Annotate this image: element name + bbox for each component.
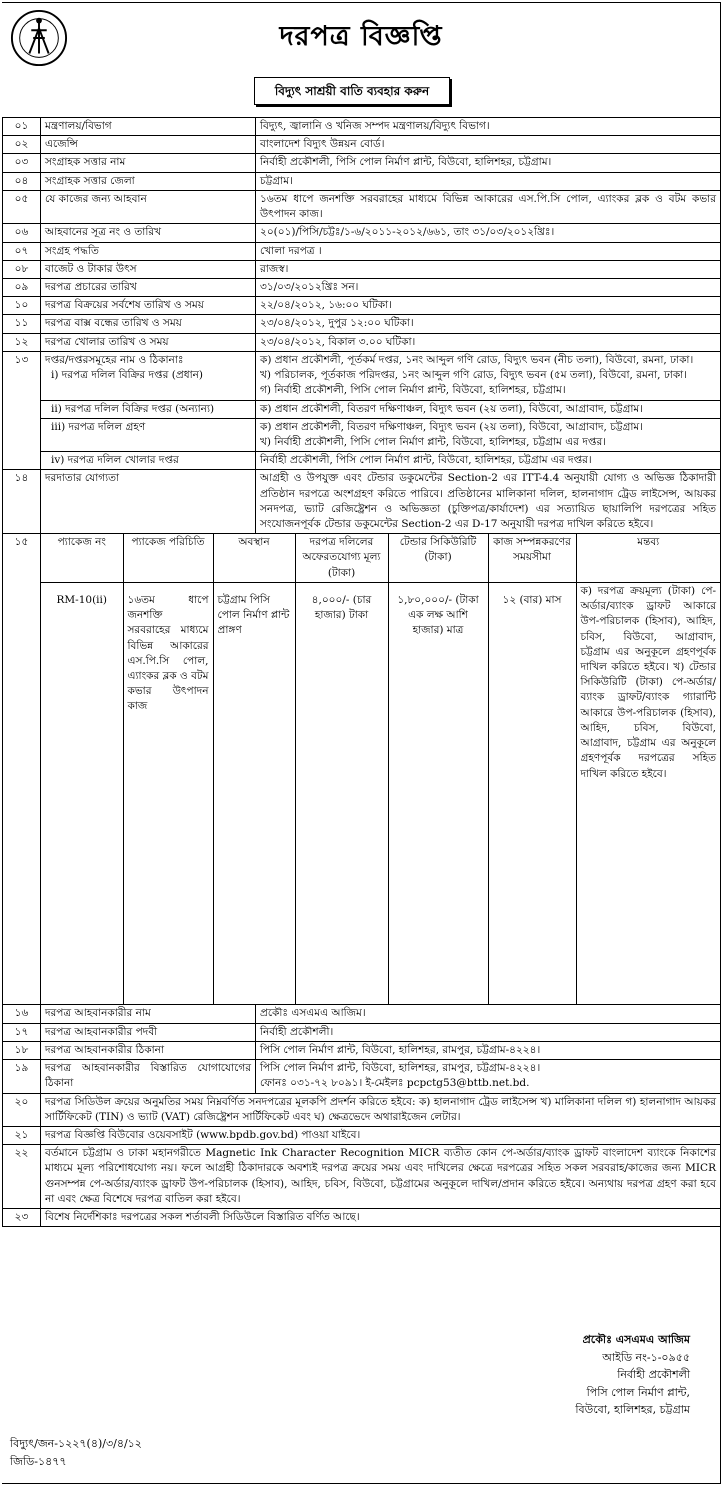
- row-label: এজেন্সি: [41, 136, 256, 154]
- row-number: ২১: [3, 1126, 41, 1144]
- row-value: ২০(০১)/পিসি/চট্টঃ/১-৬/২০১১-২০১২/৬৬১, তাং ৩১/০৩/২০১২খ্রিঃ।: [256, 224, 721, 242]
- row-number: ১৭: [3, 1023, 41, 1041]
- package-header: প্যাকেজ নং: [41, 534, 123, 582]
- package-document-price: ৪,০০০/- (চার হাজার) টাকা: [295, 582, 388, 1004]
- row-13-sub-label: iv) দরপত্র দলিল খোলার দপ্তর: [41, 452, 256, 470]
- row-value: ২৩/০৪/২০১২, দুপুর ১২:০০ ঘটিকা।: [256, 315, 721, 333]
- package-header: প্যাকেজ পরিচিতি: [123, 534, 213, 582]
- table-row: [3, 1145, 721, 1209]
- row-value: নির্বাহী প্রকৌশলী, পিসি পোল নির্মাণ প্লান্ট, বিউবো, হালিশহর, চট্টগ্রাম।: [256, 154, 721, 172]
- table-row: [3, 315, 721, 333]
- row-label: দরপত্র আহবানকারীর ঠিকানা: [41, 1041, 256, 1059]
- row-number: ২২: [3, 1145, 41, 1209]
- signatory-office: পিসি পোল নির্মাণ প্লান্ট,: [586, 1385, 690, 1399]
- row-label: দরপত্র আহবানকারীর নাম: [41, 1005, 256, 1023]
- tender-table: [2, 117, 721, 1227]
- package-header: কাজ সম্পন্নকরণের সময়সীমা: [488, 534, 576, 582]
- row-13-label: দপ্তর/দপ্তরসমূহের নাম ও ঠিকানাঃ: [45, 353, 184, 366]
- row-number: ১২: [3, 333, 41, 351]
- page-title: দরপত্র বিজ্ঞপ্তি: [279, 21, 443, 52]
- row-19: ১৯ দরপত্র আহবানকারীর বিস্তারিত যোগাযোগের ঠিকানা পিসি পোল নির্মাণ প্লান্ট, বিউবো, হালিশহর, রামপুর, চট্টগ্রাম-৪২২৪। ফোনঃ ০৩১-৭২ ৮০৯১। ই-মেইলঃ pcpctg53@bttb.net.bd.: [3, 1060, 721, 1093]
- package-remarks: ক) দরপত্র ক্রয়মূল্য (টাকা) পে-অর্ডার/ব্যাংক ড্রাফট আকারে উপ-পরিচালক (হিসাব), আহিদ, চবিস, বিউবো, আগ্রাবাদ, চট্টগ্রাম এর অনুকূলে গ্রহণপূর্বক দাখিল করিতে হইবে। খ) টেন্ডার সিকিউরিটি (টাকা) পে-অর্ডার/ব্যাংক ড্রাফট/ব্যাংক গ্যারান্টি আকারে উপ-পরিচালক (হিসাব), আহিদ, চবিস, বিউবো, আগ্রাবাদ, চট্টগ্রাম এর অনুকূলে গ্রহণপূর্বক দরপত্রের সহিত দাখিল করিতে হইবে।: [576, 582, 720, 1004]
- row-value: রাজস্ব।: [256, 260, 721, 278]
- table-row: [3, 333, 721, 351]
- row-13-line: ক) প্রধান প্রকৌশলী, বিতরণ দক্ষিণাঞ্চল, বিদ্যুৎ ভবন (২য় তলা), বিউবো, আগ্রাবাদ, চট্টগ্রাম।: [260, 420, 643, 433]
- table-row: [3, 278, 721, 296]
- row-number: ০৪: [3, 172, 41, 190]
- row-value: ২২/০৪/২০১২, ১৬:০০ ঘটিকা।: [256, 297, 721, 315]
- row-value: পিসি পোল নির্মাণ প্লান্ট, বিউবো, হালিশহর, রামপুর, চট্টগ্রাম-৪২২৪।: [256, 1041, 721, 1059]
- row-number: ২৩: [3, 1209, 41, 1227]
- slogan-box: বিদ্যুৎ সাশ্রয়ী বাতি ব্যবহার করুন: [254, 77, 450, 105]
- row-number: ০৭: [3, 242, 41, 260]
- row-label: দরপত্র প্রচারের তারিখ: [41, 278, 256, 296]
- row-number: ০৯: [3, 278, 41, 296]
- table-row: [3, 136, 721, 154]
- row-13-line: ক) প্রধান প্রকৌশলী, বিতরণ দক্ষিণাঞ্চল, বিদ্যুৎ ভবন (২য় তলা), বিউবো, আগ্রাবাদ, চট্টগ্রাম।: [256, 400, 721, 418]
- row-number: ১৮: [3, 1041, 41, 1059]
- package-description: ১৬তম ধাপে জনশক্তি সরবরাহের মাধ্যমে বিভিন্ন আকারের এস.পি.সি পোল, এ্যাংকর ব্লক ও বটম কভার উৎপাদন কাজ: [123, 582, 213, 1004]
- package-header: মন্তব্য: [576, 534, 720, 582]
- row-number: ০৮: [3, 260, 41, 278]
- signatory-id: আইডি নং-১-০৯৫৫: [602, 1350, 690, 1364]
- signature-block: [575, 1331, 690, 1419]
- row-value: বর্তমানে চট্টগ্রাম ও ঢাকা মহানগরীতে Magnetic Ink Character Recognition MICR ব্যতীত কোন পে-অর্ডার/ব্যাংক ড্রাফট বাংলাদেশ ব্যাংকে নিকাশের মাধ্যমে মূল্য পরিশোধযোগ্য নয়। ফলে আগ্রহী ঠিকাদারকে অবশ্যই দরপত্র ক্রয়ের সময় এবং দাখিলের ক্ষেত্রে দরপত্রের সহিত সকল সরবরাহ/কাজের জন্য MICR গুনসম্পন্ন পে-অর্ডার/ব্যাংক ড্রাফট উপ-পরিচালক (হিসাব), আহিদ, চবিস, বিউবো, চট্টগ্রামের অনুকূলে দাখিল/প্রদান করিতে হইবে। অন্যথায় দরপত্র গ্রহণ করা হবে না এবং ক্ষেত্র বিশেষে দরপত্র বাতিল করা হইবে।: [41, 1145, 721, 1209]
- row-label: দরপত্র বাক্স বন্ধের তারিখ ও সময়: [41, 315, 256, 333]
- row-number: ০৫: [3, 190, 41, 223]
- table-row: [3, 1093, 721, 1126]
- row-13-iv: [3, 452, 721, 470]
- signatory-name: প্রকৌঃ এসএমএ আজিম: [582, 1333, 690, 1346]
- row-13-sub-label: iii) দরপত্র দলিল গ্রহণ: [41, 418, 256, 451]
- table-row: [3, 1023, 721, 1041]
- package-header: টেন্ডার সিকিউরিটি (টাকা): [388, 534, 488, 582]
- package-completion-time: ১২ (বার) মাস: [488, 582, 576, 1004]
- footer-reference: [10, 1435, 142, 1470]
- row-number: ০১: [3, 118, 41, 136]
- table-row: [3, 242, 721, 260]
- row-value: বাংলাদেশ বিদ্যুৎ উন্নয়ন বোর্ড।: [256, 136, 721, 154]
- row-value: খোলা দরপত্র ।: [256, 242, 721, 260]
- row-value: বিশেষ নির্দেশিকাঃ দরপত্রের সকল শর্তাবলী সিডিউলে বিস্তারিত বর্ণিত আছে।: [41, 1209, 721, 1227]
- row-14: ১৪ দরদাতার যোগ্যতা আগ্রহী ও উপযুক্ত এবং টেন্ডার ডকুমেন্টের Section-2 এর ITT-4.4 অনুযায়ী যোগ্য ও অভিজ্ঞ ঠিকাদারী প্রতিষ্ঠান দরপত্রে অংশগ্রহণ করিতে পারিবে। প্রতিষ্ঠানের মালিকানা দলিল, হালনাগাদ ট্রেড লাইসেন্স, আয়কর সনদপত্র, ভ্যাট রেজিষ্ট্রেশন ও অভিজ্ঞতা (চুক্তিপত্র/কার্যাদেশ) এর সত্যায়িত ছায়ালিপি দরপত্রের সহিত সংযোজনপূর্বক টেন্ডার ডকুমেন্টের Section-2 এর D-17 অনুযায়ী দরপত্র দাখিল করিতে হইবে।: [3, 470, 721, 534]
- row-13-ii: [3, 400, 721, 418]
- row-label: সংগ্রহ পদ্ধতি: [41, 242, 256, 260]
- table-row: [3, 260, 721, 278]
- row-label: মন্ত্রণালয়/বিভাগ: [41, 118, 256, 136]
- package-header: অবস্থান: [213, 534, 295, 582]
- table-row: [3, 224, 721, 242]
- table-row: [3, 172, 721, 190]
- row-13-line: নির্বাহী প্রকৌশলী, পিসি পোল নির্মাণ প্লান্ট, বিউবো, হালিশহর, চট্টগ্রাম এর দপ্তর।: [256, 452, 721, 470]
- row-15: ১৫ প্যাকেজ নং প্যাকেজ পরিচিতি অবস্থান দরপত্র দলিলের অফেরতযোগ্য মূল্য (টাকা) টেন্ডার সিকিউরিটি (টাকা) কাজ সম্পন্নকরণের সময়সীমা মন্তব্য RM-10(ii) ১৬তম ধাপে জনশক্তি সরবরাহের মাধ্যমে বিভিন্ন আকারের এস.পি.সি পোল, এ্যাংকর ব্লক ও বটম কভার উৎপাদন কাজ চট্টগ্রাম পিসি পোল নির্মাণ প্লান্ট প্রাঙ্গণ ৪,০০০/- (চার হাজার) টাকা ১,৮০,০০০/- (টাকা এক লক্ষ আশি হাজার) মাত্র ১২ (বার) মাস ক) দরপত্র ক্রয়মূল্য (টাকা) পে-অর্ডার/ব্যাংক ড্রাফট আকারে উপ-পরিচালক (হিসাব), আহিদ, চবিস, বিউবো, আগ্রাবাদ, চট্টগ্রাম এর অনুকূলে গ্রহণপূর্বক দাখিল করিতে হইবে। খ) টেন্ডার সিকিউরিটি (টাকা) পে-অর্ডার/ব্যাংক ড্রাফট/ব্যাংক গ্যারান্টি আকারে উপ-পরিচালক (হিসাব), আহিদ, চবিস, বিউবো, আগ্রাবাদ, চট্টগ্রাম এর অনুকূলে গ্রহণপূর্বক দরপত্রের সহিত দাখিল করিতে হইবে।: [3, 534, 721, 1005]
- signatory-address: বিউবো, হালিশহর, চট্টগ্রাম: [575, 1403, 690, 1417]
- tender-notice-page: [2, 2, 721, 1484]
- row-13-sub-label: ii) দরপত্র দলিল বিক্রির দপ্তর (অন্যান্য): [41, 400, 256, 418]
- row-13-line: ক) প্রধান প্রকৌশলী, পূর্তকর্ম দপ্তর, ১নং আব্দুল গণি রোড, বিদ্যুৎ ভবন (নীচ তলা), বিউবো, রমনা, ঢাকা।: [260, 353, 694, 366]
- package-tender-security: ১,৮০,০০০/- (টাকা এক লক্ষ আশি হাজার) মাত্র: [388, 582, 488, 1004]
- signatory-designation: নির্বাহী প্রকৌশলী: [617, 1368, 690, 1382]
- row-value: নির্বাহী প্রকৌশলী।: [256, 1023, 721, 1041]
- package-row: [41, 582, 720, 1004]
- row-number: ২০: [3, 1093, 41, 1126]
- row-value: দরপত্র সিডিউল ক্রয়ের অনুমতির সময় নিম্নবর্ণিত সনদপত্রের মূলকপি প্রদর্শন করিতে হইবে: ক) হালনাগাদ ট্রেড লাইসেন্স খ) মালিকানা দলিল গ) হালনাগাদ আয়কর সার্টিফিকেট (TIN) ও ভ্যাট (VAT) রেজিষ্ট্রেশন সার্টিফিকেট এবং ঘ) ক্ষেত্রভেদে অথারাইজেন লেটার।: [41, 1093, 721, 1126]
- table-row: [3, 297, 721, 315]
- row-label: যে কাজের জন্য আহবান: [41, 190, 256, 223]
- row-19-label: দরপত্র আহবানকারীর বিস্তারিত যোগাযোগের ঠিকানা: [41, 1060, 256, 1093]
- table-row: [3, 118, 721, 136]
- package-table: [41, 534, 720, 1004]
- row-number: ১১: [3, 315, 41, 333]
- row-value: ২৩/০৪/২০১২, বিকাল ৩.০০ ঘটিকা।: [256, 333, 721, 351]
- row-number: ১০: [3, 297, 41, 315]
- row-number: ০৬: [3, 224, 41, 242]
- package-location: চট্টগ্রাম পিসি পোল নির্মাণ প্লান্ট প্রাঙ্গণ: [213, 582, 295, 1004]
- row-label: সংগ্রাহক সত্তার নাম: [41, 154, 256, 172]
- table-row: [3, 1041, 721, 1059]
- row-number: ০৩: [3, 154, 41, 172]
- table-row: [3, 1005, 721, 1023]
- row-value: বিদ্যুৎ, জ্বালানি ও খনিজ সম্পদ মন্ত্রণালয়/বিদ্যুৎ বিভাগ।: [256, 118, 721, 136]
- row-label: দরপত্র খোলার তারিখ ও সময়: [41, 333, 256, 351]
- table-row: [3, 1209, 721, 1227]
- row-value: ১৬তম ধাপে জনশক্তি সরবরাহের মাধ্যমে বিভিন্ন আকারের এস.পি.সি পোল, এ্যাংকর ব্লক ও বটম কভার উৎপাদন কাজ।: [256, 190, 721, 223]
- row-label: দরপত্র বিক্রয়ের সর্বশেষ তারিখ ও সময়: [41, 297, 256, 315]
- package-no: RM-10(ii): [41, 582, 123, 1004]
- row-value: চট্টগ্রাম।: [256, 172, 721, 190]
- row-19-contact: ফোনঃ ০৩১-৭২ ৮০৯১। ই-মেইলঃ pcpctg53@bttb.net.bd.: [260, 1077, 530, 1090]
- reference-number: বিদ্যুৎ/জন-১২২৭(৪)/৩/৪/১২: [10, 1437, 142, 1450]
- package-header-row: [41, 534, 720, 582]
- row-14-value: আগ্রহী ও উপযুক্ত এবং টেন্ডার ডকুমেন্টের Section-2 এর ITT-4.4 অনুযায়ী যোগ্য ও অভিজ্ঞ ঠিকাদারী প্রতিষ্ঠান দরপত্রে অংশগ্রহণ করিতে পারিবে। প্রতিষ্ঠানের মালিকানা দলিল, হালনাগাদ ট্রেড লাইসেন্স, আয়কর সনদপত্র, ভ্যাট রেজিষ্ট্রেশন ও অভিজ্ঞতা (চুক্তিপত্র/কার্যাদেশ) এর সত্যায়িত ছায়ালিপি দরপত্রের সহিত সংযোজনপূর্বক টেন্ডার ডকুমেন্টের Section-2 এর D-17 অনুযায়ী দরপত্র দাখিল করিতে হইবে।: [256, 470, 721, 534]
- row-value: দরপত্র বিজ্ঞপ্তি বিউবোর ওয়েবসাইট (www.bpdb.gov.bd) পাওয়া যাইবে।: [41, 1126, 721, 1144]
- row-13-line: খ) পরিচালক, পূর্তকাজ পরিদপ্তর, ১নং আব্দুল গণি রোড, বিদ্যুৎ ভবন (৫ম তলা), বিউবো, রমনা, ঢাকা।: [260, 369, 687, 382]
- package-header: দরপত্র দলিলের অফেরতযোগ্য মূল্য (টাকা): [295, 534, 388, 582]
- row-label: সংগ্রাহক সত্তার জেলা: [41, 172, 256, 190]
- row-number: ০২: [3, 136, 41, 154]
- row-13-sub-label: i) দরপত্র দলিল বিক্রির দপ্তর (প্রধান): [51, 369, 203, 382]
- row-13-line: গ) নির্বাহী প্রকৌশলী, পিসি পোল নির্মাণ প্লান্ট, বিউবো, হালিশহর, চট্টগ্রাম।: [260, 384, 566, 397]
- row-14-label: দরদাতার যোগ্যতা: [41, 470, 256, 534]
- gd-number: জিডি-১৪৭৭: [10, 1454, 67, 1468]
- row-13-iii: [3, 418, 721, 451]
- row-19-value: পিসি পোল নির্মাণ প্লান্ট, বিউবো, হালিশহর, রামপুর, চট্টগ্রাম-৪২২৪।: [260, 1062, 541, 1075]
- table-row: [3, 1126, 721, 1144]
- row-label: দরপত্র আহবানকারীর পদবী: [41, 1023, 256, 1041]
- row-label: আহবানের সূত্র নং ও তারিখ: [41, 224, 256, 242]
- row-13-line: খ) নির্বাহী প্রকৌশলী, পিসি পোল নির্মাণ প্লান্ট, বিউবো, হালিশহর, চট্টগ্রাম এর দপ্তর।: [260, 435, 606, 448]
- row-13: ১৩ দপ্তর/দপ্তরসমূহের নাম ও ঠিকানাঃ i) দরপত্র দলিল বিক্রির দপ্তর (প্রধান) ক) প্রধান প্রকৌশলী, পূর্তকর্ম দপ্তর, ১নং আব্দুল গণি রোড, বিদ্যুৎ ভবন (নীচ তলা), বিউবো, রমনা, ঢাকা। খ) পরিচালক, পূর্তকাজ পরিদপ্তর, ১নং আব্দুল গণি রোড, বিদ্যুৎ ভবন (৫ম তলা), বিউবো, রমনা, ঢাকা। গ) নির্বাহী প্রকৌশলী, পিসি পোল নির্মাণ প্লান্ট, বিউবো, হালিশহর, চট্টগ্রাম।: [3, 351, 721, 400]
- table-row: [3, 190, 721, 223]
- row-label: বাজেট ও টাকার উৎস: [41, 260, 256, 278]
- row-value: প্রকৌঃ এসএমএ আজিম।: [256, 1005, 721, 1023]
- table-row: [3, 154, 721, 172]
- row-number: ১৬: [3, 1005, 41, 1023]
- row-value: ৩১/০৩/২০১২খ্রিঃ সন।: [256, 278, 721, 296]
